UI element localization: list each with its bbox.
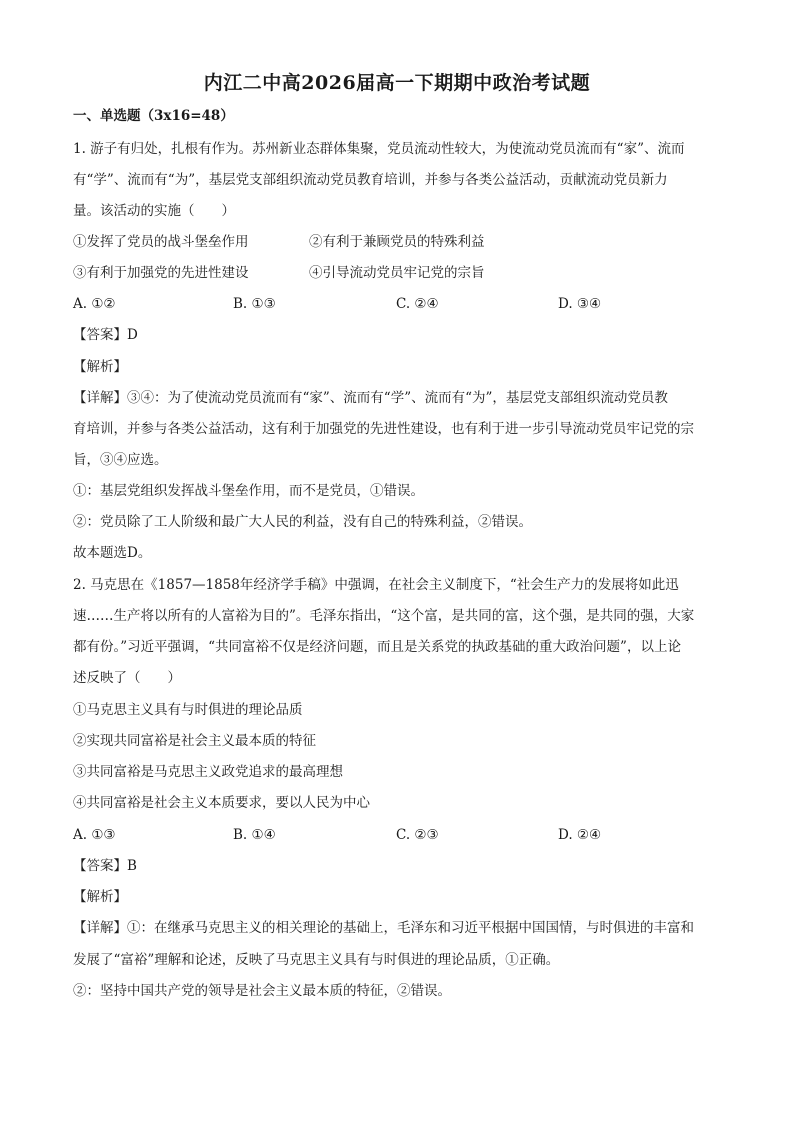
q1-detail-line: 旨，③④应选。: [73, 452, 168, 468]
q2-stem-line: 2. 马克思在《1857—1858年经济学手稿》中强调，在社会主义制度下，“社会生产力的发展将如此迅: [73, 577, 679, 593]
q2-item: ①马克思主义具有与时俱进的理论品质: [73, 702, 303, 718]
q1-choice-d: D. ③④: [558, 296, 602, 312]
q1-item: ①发挥了党员的战斗堡垒作用: [73, 234, 249, 250]
q1-item: ②有利于兼顾党员的特殊利益: [309, 234, 485, 250]
q2-choice-b: B. ①④: [233, 827, 276, 843]
q1-answer: 【答案】D: [73, 327, 138, 343]
q1-detail-line: 故本题选D。: [73, 545, 152, 561]
q2-stem-line: 都有份。”习近平强调，“共同富裕不仅是经济问题，而且是关系党的执政基础的重大政治问题”，以上论: [73, 639, 681, 655]
section-heading: 一、单选题（3x16=48）: [73, 108, 234, 124]
q1-analysis-label: 【解析】: [73, 359, 127, 375]
q1-detail-line: 育培训，并参与各类公益活动，这有利于加强党的先进性建设，也有利于进一步引导流动党员牢记党的宗: [73, 421, 694, 437]
q2-choice-a: A. ①③: [73, 827, 116, 843]
q2-choice-d: D. ②④: [558, 827, 602, 843]
exam-title: 内江二中高2026届高一下期期中政治考试题: [203, 72, 591, 94]
q1-choice-b: B. ①③: [233, 296, 276, 312]
q1-item: ③有利于加强党的先进性建设: [73, 265, 249, 281]
q1-stem-line: 有“学”、流而有“为”，基层党支部组织流动党员教育培训，并参与各类公益活动，贡献流动党员新力: [73, 172, 668, 188]
q2-item: ③共同富裕是马克思主义政党追求的最高理想: [73, 764, 343, 780]
q1-choice-a: A. ①②: [73, 296, 116, 312]
q2-stem-line: 速……生产将以所有的人富裕为目的”。毛泽东指出，“这个富，是共同的富，这个强，是共同的强，大家: [73, 608, 695, 624]
q2-item: ②实现共同富裕是社会主义最本质的特征: [73, 733, 316, 749]
q2-choice-c: C. ②③: [396, 827, 439, 843]
q2-item: ④共同富裕是社会主义本质要求，要以人民为中心: [73, 795, 370, 811]
q1-stem-line: 量。该活动的实施（ ）: [73, 203, 235, 219]
q1-detail-line: ②：党员除了工人阶级和最广大人民的利益，没有自己的特殊利益，②错误。: [73, 514, 532, 530]
q2-stem-line: 述反映了（ ）: [73, 670, 181, 686]
q1-detail-line: ①：基层党组织发挥战斗堡垒作用，而不是党员，①错误。: [73, 483, 424, 499]
q1-item: ④引导流动党员牢记党的宗旨: [309, 265, 485, 281]
q2-analysis-label: 【解析】: [73, 889, 127, 905]
q1-stem-line: 1. 游子有归处，扎根有作为。苏州新业态群体集聚，党员流动性较大，为使流动党员流而有“家”、流而: [73, 141, 685, 157]
q2-answer: 【答案】B: [73, 858, 137, 874]
q1-choice-c: C. ②④: [396, 296, 439, 312]
q1-detail-line: 【详解】③④：为了使流动党员流而有“家”、流而有“学”、流而有“为”，基层党支部组织流动党员教: [73, 390, 668, 406]
q2-detail-line: 发展了“富裕”理解和论述，反映了马克思主义具有与时俱进的理论品质，①正确。: [73, 952, 560, 968]
q2-detail-line: ②：坚持中国共产党的领导是社会主义最本质的特征，②错误。: [73, 983, 451, 999]
q2-detail-line: 【详解】①：在继承马克思主义的相关理论的基础上，毛泽东和习近平根据中国国情，与时俱进的丰富和: [73, 920, 694, 936]
